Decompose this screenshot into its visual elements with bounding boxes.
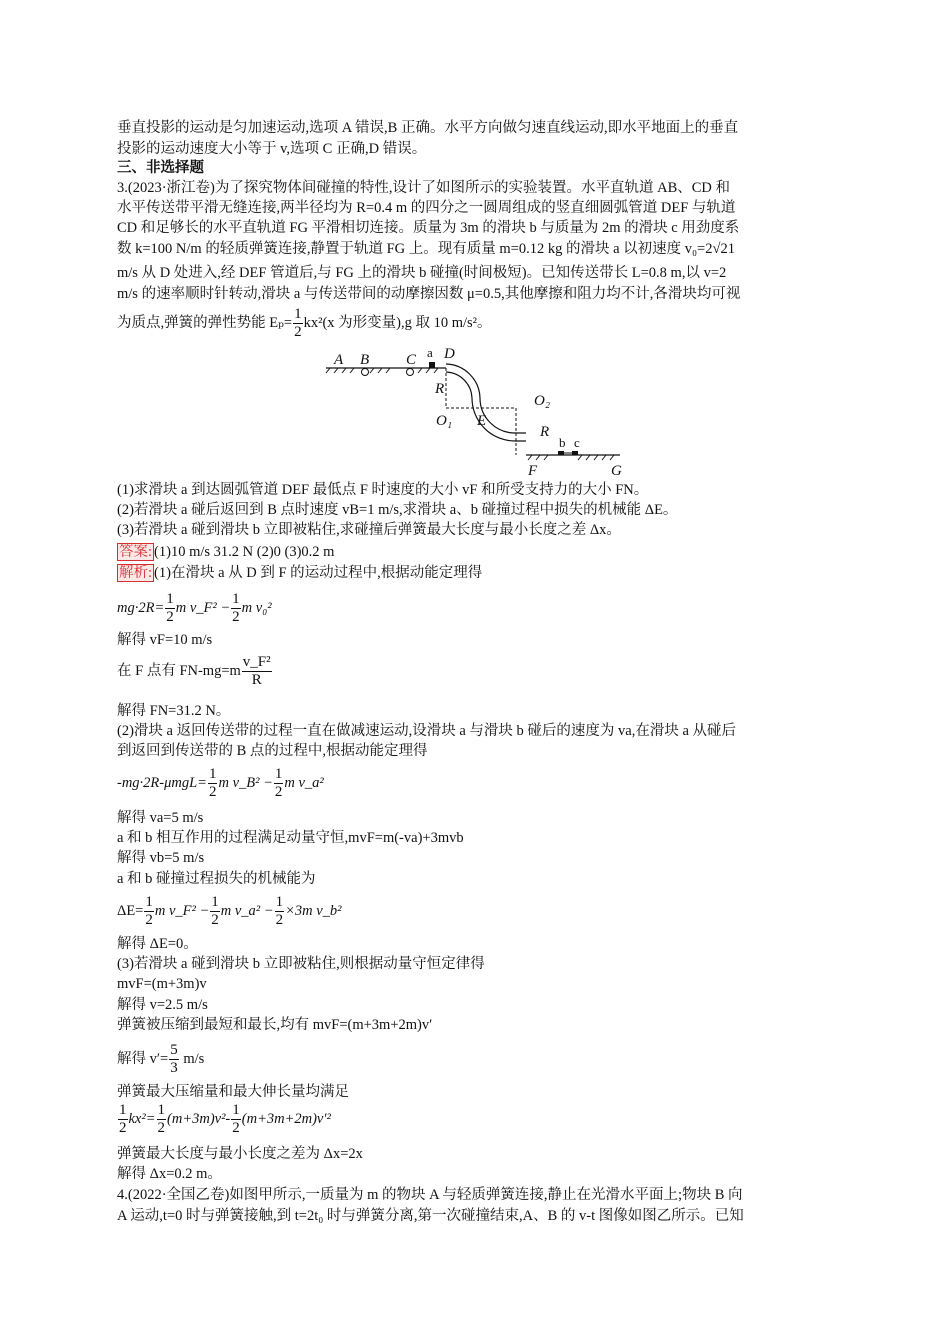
eq-part: m v_F² − — [175, 600, 231, 616]
question-3-line: 数 k=100 N/m 的轻质弹簧连接,静置于轨道 FG 上。现有质量 m=0.12 kg 的滑块 a 以初速度 v₀=2√21 — [117, 241, 735, 257]
denominator: 2 — [294, 324, 302, 340]
question-3-line: CD 和足够长的水平直轨道 FG 平滑相切连接。质量为 3m 的滑块 b 与质量为 2m 的滑块 c 用劲度系 — [117, 220, 740, 236]
fraction — [157, 1102, 167, 1137]
denominator: 2 — [211, 912, 219, 929]
fraction — [293, 306, 303, 341]
analysis-line: 到返回到传送带的 B 点的过程中,根据动能定理得 — [117, 743, 428, 759]
question-4-line: 4.(2022·全国乙卷)如图甲所示,一质量为 m 的物块 A 与轻质弹簧连接,静止在光滑水平面上;物块 B 向 — [117, 1187, 743, 1203]
label-B: B — [360, 352, 370, 368]
denominator: R — [251, 672, 262, 689]
result-line: 解得 v=2.5 m/s — [117, 997, 208, 1013]
label-D: D — [444, 346, 455, 362]
label-G: G — [611, 463, 622, 479]
numerator: 1 — [119, 1102, 127, 1119]
label-R: R — [435, 381, 445, 397]
eq-part: m v_B² − — [218, 775, 273, 791]
eq-part: m v_a² — [284, 775, 324, 791]
numerator: 1 — [232, 591, 240, 608]
result-line: 解得 ΔE=0。 — [117, 936, 198, 952]
block-a — [429, 362, 435, 368]
equation — [117, 590, 837, 626]
result-line: 解得 Δx=0.2 m。 — [117, 1166, 222, 1182]
fraction — [144, 894, 154, 929]
denominator: 3 — [170, 1060, 178, 1077]
eq-part: -mg·2R-μmgL= — [117, 775, 207, 791]
result-line: 解得 va=5 m/s — [117, 810, 204, 826]
text-line: 投影的运动速度大小等于 v,选项 C 正确,D 错误。 — [117, 141, 427, 157]
eq-part: (m+3m)v²- — [167, 1111, 231, 1127]
result-line: 解得 vb=5 m/s — [117, 850, 205, 866]
analysis-line: 弹簧最大压缩量和最大伸长量均满足 — [117, 1084, 349, 1100]
fraction — [169, 1042, 179, 1077]
numerator: 1 — [166, 591, 174, 608]
denominator: 2 — [275, 912, 284, 929]
analysis-line: a 和 b 碰撞过程损失的机械能为 — [117, 871, 316, 887]
fraction — [118, 1102, 128, 1137]
sub-question: (2)若滑块 a 碰后返回到 B 点时速度 vB=1 m/s,求滑块 a、b 碰撞过程中损失的机械能 ΔE。 — [117, 502, 678, 518]
fraction — [165, 591, 175, 626]
eq-part: 解得 v′= — [117, 1051, 169, 1067]
result-line: 解得 vF=10 m/s — [117, 632, 213, 648]
denominator: 2 — [232, 1120, 240, 1137]
equation — [117, 765, 837, 801]
analysis-line: 弹簧被压缩到最短和最长,均有 mvF=(m+3m+2m)v′ — [117, 1017, 433, 1033]
eq-part: ×3m v_b² — [285, 903, 342, 919]
label-F: F — [528, 463, 538, 479]
track-diagram — [318, 343, 638, 483]
text-segment: kx²(x 为形变量),g 取 10 m/s²。 — [303, 314, 492, 331]
fraction — [242, 654, 272, 689]
label-O2: O₂ — [534, 393, 551, 409]
denominator: 2 — [232, 609, 240, 626]
label-R: R — [540, 424, 550, 440]
text-line: 垂直投影的运动是匀加速运动,选项 A 错误,B 正确。水平方向做匀速直线运动,即水平地面上的垂直 — [117, 120, 739, 136]
eq-part: kx²= — [128, 1111, 156, 1127]
eq-part: 在 F 点有 FN-mg=m — [117, 663, 241, 679]
answer-text: (1)10 m/s 31.2 N (2)0 (3)0.2 m — [154, 544, 335, 560]
result-line — [117, 1040, 837, 1078]
label-E: E — [477, 413, 487, 429]
denominator: 2 — [157, 1120, 166, 1137]
eq-part: (m+3m+2m)v′² — [241, 1111, 331, 1127]
fraction — [274, 766, 284, 801]
label-b: b — [559, 435, 566, 450]
label-C: C — [406, 352, 417, 368]
fraction — [231, 591, 241, 626]
label-O1: O₁ — [436, 413, 453, 429]
numerator: v_F² — [242, 654, 271, 671]
eq-part: ΔE= — [117, 903, 144, 919]
numerator: 1 — [208, 766, 217, 783]
denominator: 2 — [119, 1120, 127, 1137]
eq-part: m v₀² — [241, 600, 272, 616]
numerator: 1 — [232, 1102, 240, 1119]
answer-tag: 答案: — [119, 544, 153, 560]
numerator: 1 — [294, 306, 302, 322]
fraction — [210, 894, 220, 929]
answer-line — [117, 543, 837, 562]
fraction — [231, 1102, 241, 1137]
analysis-text: (1)在滑块 a 从 D 到 F 的运动过程中,根据动能定理得 — [154, 565, 483, 581]
equation: mvF=(m+3m)v — [117, 976, 207, 992]
question-3-line — [117, 306, 837, 341]
analysis-line: a 和 b 相互作用的过程满足动量守恒,mvF=m(-va)+3mvb — [117, 830, 464, 846]
denominator: 2 — [274, 784, 283, 801]
fraction — [275, 894, 285, 929]
numerator: 5 — [170, 1042, 178, 1059]
numerator: 1 — [211, 894, 219, 911]
denominator: 2 — [145, 912, 153, 929]
denominator: 2 — [166, 609, 174, 626]
equation — [117, 652, 837, 690]
sub-question: (1)求滑块 a 到达圆弧管道 DEF 最低点 F 时速度的大小 vF 和所受支持力的大小 FN。 — [117, 482, 649, 498]
section-heading: 三、非选择题 — [117, 160, 204, 176]
sub-question: (3)若滑块 a 碰到滑块 b 立即被粘住,求碰撞后弹簧最大长度与最小长度之差 Δx。 — [117, 522, 621, 538]
label-a: a — [427, 345, 433, 360]
equation — [117, 893, 837, 929]
question-4-line: A 运动,t=0 时与弹簧接触,到 t=2t₀ 时与弹簧分离,第一次碰撞结束,A、B 的 v-t 图像如图乙所示。已知 — [117, 1208, 744, 1224]
question-3-line: 水平传送带平滑无缝连接,两半径均为 R=0.4 m 的四分之一圆周组成的竖直细圆弧管道 DEF 与轨道 — [117, 200, 736, 216]
eq-part: m/s — [179, 1051, 205, 1067]
numerator: 1 — [274, 766, 283, 783]
eq-part: m v_a² − — [220, 903, 274, 919]
eq-part: m v_F² − — [154, 903, 210, 919]
question-3-line: m/s 的速率顺时针转动,滑块 a 与传送带间的动摩擦因数 μ=0.5,其他摩擦和阻力均不计,各滑块均可视 — [117, 286, 741, 302]
numerator: 1 — [275, 894, 284, 911]
analysis-line — [117, 564, 837, 583]
question-3-line: m/s 从 D 处进入,经 DEF 管道后,与 FG 上的滑块 b 碰撞(时间极短)。已知传送带长 L=0.8 m,以 v=2 — [117, 265, 727, 281]
equation — [117, 1100, 837, 1138]
numerator: 1 — [157, 1102, 166, 1119]
analysis-line: (3)若滑块 a 碰到滑块 b 立即被粘住,则根据动量守恒定律得 — [117, 956, 485, 972]
eq-part: mg·2R= — [117, 600, 165, 616]
analysis-line: (2)滑块 a 返回传送带的过程一直在做减速运动,设滑块 a 与滑块 b 碰后的速度为 va,在滑块 a 从碰后 — [117, 723, 737, 739]
question-3-line: 3.(2023·浙江卷)为了探究物体间碰撞的特性,设计了如图所示的实验装置。水平直轨道 AB、CD 和 — [117, 180, 731, 196]
analysis-line: 弹簧最大长度与最小长度之差为 Δx=2x — [117, 1146, 363, 1162]
text-segment: 为质点,弹簧的弹性势能 Eₚ= — [117, 314, 293, 331]
fraction — [208, 766, 218, 801]
denominator: 2 — [208, 784, 217, 801]
label-A: A — [334, 352, 344, 368]
label-c: c — [574, 435, 580, 450]
analysis-tag: 解析: — [119, 565, 153, 581]
result-line: 解得 FN=31.2 N。 — [117, 703, 231, 719]
numerator: 1 — [145, 894, 153, 911]
